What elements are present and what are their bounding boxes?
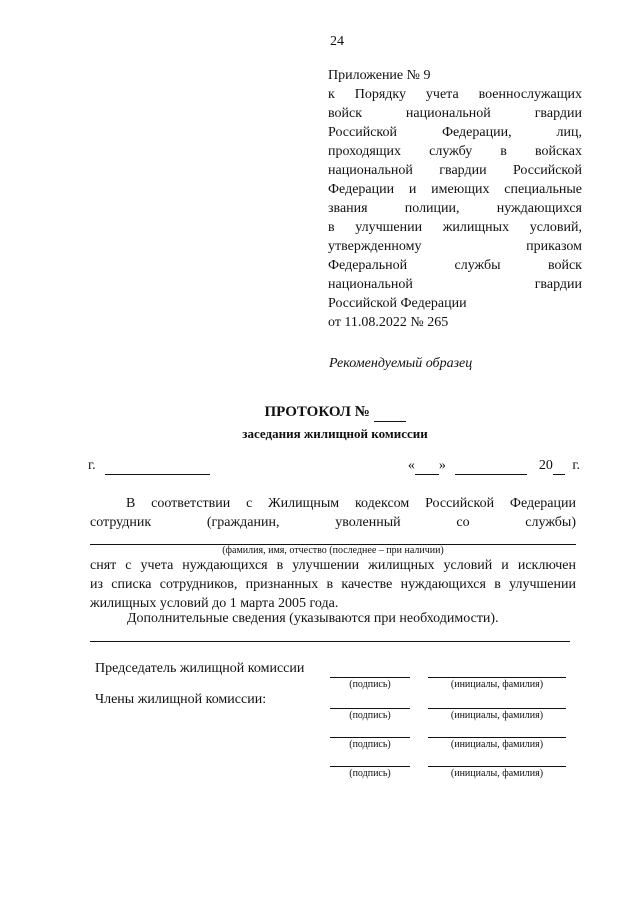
member-3-signature-label: (подпись) <box>349 768 391 779</box>
appendix-line: Приложение № 9 <box>328 68 431 83</box>
paragraph-2-line-3: жилищных условий до 1 марта 2005 года. <box>90 596 339 611</box>
appendix-line: войск национальной гвардии <box>328 106 582 121</box>
chairman-initials-label: (инициалы, фамилия) <box>450 679 544 690</box>
date-field <box>408 458 580 475</box>
member-3-initials-label: (инициалы, фамилия) <box>450 768 544 779</box>
place-date-row <box>88 458 580 475</box>
member-1-initials-line <box>428 708 566 709</box>
appendix-line: от 11.08.2022 № 265 <box>328 315 449 330</box>
chairman-signature-label: (подпись) <box>349 679 391 690</box>
additional-info: Дополнительные сведения (указываются при необходимости). <box>127 611 499 626</box>
protocol-subtitle: заседания жилищной комиссии <box>242 426 428 441</box>
member-2-initials-label: (инициалы, фамилия) <box>450 739 544 750</box>
day-open-quote: « <box>407 458 415 473</box>
appendix-line: утвержденному приказом <box>328 239 582 254</box>
appendix-line: Российской Федерации, лиц, <box>328 125 582 140</box>
city-prefix: г. <box>88 458 96 473</box>
fio-note: (фамилия, имя, отчество (последнее – при наличии) <box>222 545 444 556</box>
paragraph-1 <box>90 494 576 532</box>
sample-label: Рекомендуемый образец <box>329 356 473 371</box>
appendix-line: к Порядку учета военнослужащих <box>328 87 582 102</box>
member-2-signature-label: (подпись) <box>349 739 391 750</box>
protocol-title-text: ПРОТОКОЛ № <box>264 404 370 420</box>
protocol-number-blank <box>374 404 406 422</box>
year-blank <box>553 458 565 475</box>
page-number: 24 <box>330 34 344 49</box>
appendix-line: звания полиции, нуждающихся <box>328 201 582 216</box>
paragraph-2-line-1: снят с учета нуждающихся в улучшении жилищных условий и исключен <box>90 558 576 573</box>
appendix-block <box>328 66 582 332</box>
appendix-line: национальной гвардии <box>328 277 582 292</box>
day-close-quote: » <box>438 458 446 473</box>
appendix-line: в улучшении жилищных условий, <box>328 220 582 235</box>
chairman-label: Председатель жилищной комиссии <box>95 661 305 676</box>
month-blank <box>455 458 527 475</box>
paragraph-1-line-2: сотрудник (гражданин, уволенный со службы) <box>90 515 576 530</box>
appendix-line: Федерации и имеющих специальные <box>328 182 582 197</box>
additional-info-line <box>90 641 570 642</box>
appendix-line: национальной гвардии Российской <box>328 163 582 178</box>
member-3-initials-line <box>428 766 566 767</box>
members-label: Члены жилищной комиссии: <box>95 692 267 707</box>
paragraph-2-line-2: из списка сотрудников, признанных в качестве нуждающихся в улучшении <box>90 577 576 592</box>
member-1-signature-label: (подпись) <box>349 710 391 721</box>
chairman-signature-line <box>330 677 410 678</box>
day-blank <box>415 458 439 475</box>
member-1-signature-line <box>330 708 410 709</box>
paragraph-1-line-1: В соответствии с Жилищным кодексом Российской Федерации <box>126 496 576 511</box>
city-blank <box>105 458 210 475</box>
appendix-line: Российской Федерации <box>328 296 467 311</box>
member-2-signature-line <box>330 737 410 738</box>
member-2-initials-line <box>428 737 566 738</box>
member-3-signature-line <box>330 766 410 767</box>
appendix-line: проходящих службу в войсках <box>328 144 582 159</box>
member-1-initials-label: (инициалы, фамилия) <box>450 710 544 721</box>
paragraph-2 <box>90 556 576 613</box>
year-prefix: 20 <box>538 458 553 473</box>
chairman-initials-line <box>428 677 566 678</box>
appendix-line: Федеральной службы войск <box>328 258 582 273</box>
year-suffix: г. <box>572 458 580 473</box>
protocol-title <box>0 404 640 422</box>
